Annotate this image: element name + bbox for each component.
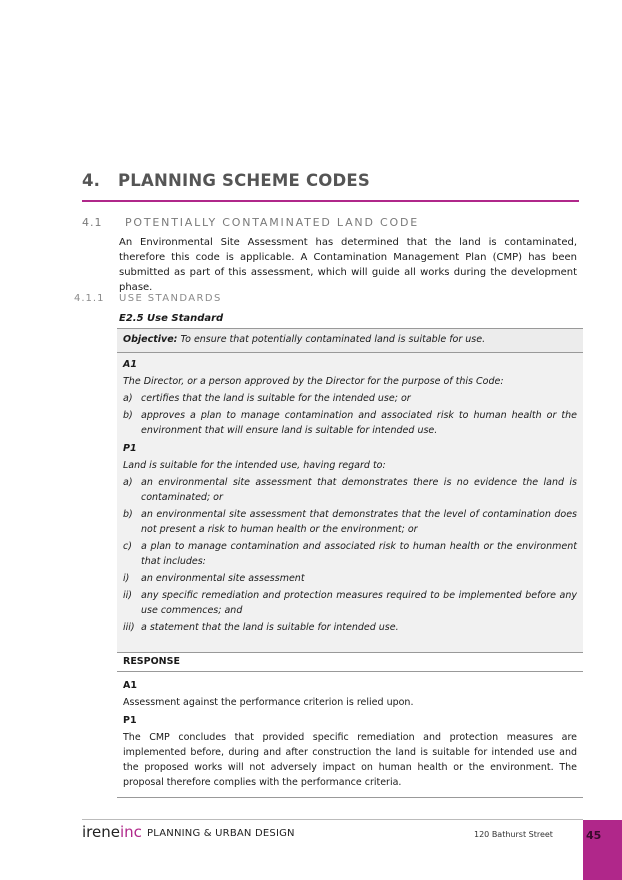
list-text: an environmental site assessment that demonstrates there is no evidence the land is contaminated; or xyxy=(141,477,577,503)
list-text: approves a plan to manage contamination and associated risk to human health or the environment that will ensure land is suitable for intended use. xyxy=(141,410,577,436)
a1-label: A1 xyxy=(123,359,137,370)
logo-main: irene xyxy=(82,823,120,841)
p1-item xyxy=(123,620,577,635)
company-logo xyxy=(82,823,142,841)
a1-intro: The Director, or a person approved by the Director for the purpose of this Code: xyxy=(123,376,504,387)
objective-text: To ensure that potentially contaminated land is suitable for use. xyxy=(180,334,486,345)
list-marker: i) xyxy=(123,573,130,584)
footer-address: 120 Bathurst Street xyxy=(474,830,553,839)
subsection-intro: An Environmental Site Assessment has determined that the land is contaminated, therefore this code is applicable. A Contamination Management Plan (CMP) has been submitted as part of this assessment, which will guide all works during the development phase. xyxy=(119,237,577,293)
list-marker: ii) xyxy=(123,590,132,601)
response-heading: RESPONSE xyxy=(117,653,583,672)
response-p1-label: P1 xyxy=(123,715,137,726)
section-divider xyxy=(82,200,579,202)
subsection-title: POTENTIALLY CONTAMINATED LAND CODE xyxy=(125,216,419,229)
subsubsection-title: USE STANDARDS xyxy=(119,293,222,304)
list-text: certifies that the land is suitable for the intended use; or xyxy=(141,393,411,404)
list-marker: b) xyxy=(123,509,133,520)
section-heading xyxy=(82,171,370,190)
subsection-number: 4.1 xyxy=(82,216,103,229)
p1-intro: Land is suitable for the intended use, having regard to: xyxy=(123,460,386,471)
objective-label: Objective: xyxy=(123,334,178,345)
p1-item xyxy=(123,539,577,569)
section-title: PLANNING SCHEME CODES xyxy=(118,171,370,190)
section-number: 4. xyxy=(82,171,101,190)
list-text: a statement that the land is suitable for intended use. xyxy=(141,622,399,633)
standard-heading: E2.5 Use Standard xyxy=(119,313,224,324)
use-standard-table xyxy=(117,328,583,798)
list-marker: iii) xyxy=(123,622,135,633)
page-number: 45 xyxy=(586,829,602,842)
list-text: an environmental site assessment xyxy=(141,573,305,584)
response-p1-text: The CMP concludes that provided specific remediation and protection measures are implemented before, during and after construction the land is suitable for intended use and the proposed works will not adversely impact on human health or the environment. The proposal therefore complies with the performance criteria. xyxy=(123,732,577,788)
list-text: any specific remediation and protection measures required to be implemented before any use commences; and xyxy=(141,590,577,616)
p1-item xyxy=(123,507,577,537)
footer-divider xyxy=(82,819,583,820)
footer-tagline: PLANNING & URBAN DESIGN xyxy=(147,828,295,839)
list-marker: b) xyxy=(123,410,133,421)
subsubsection-number: 4.1.1 xyxy=(74,293,105,304)
a1-item xyxy=(123,391,577,406)
subsubsection-heading xyxy=(74,293,222,304)
response-a1-label: A1 xyxy=(123,680,137,691)
list-marker: a) xyxy=(123,477,133,488)
list-marker: a) xyxy=(123,393,133,404)
p1-item xyxy=(123,588,577,618)
a1-item xyxy=(123,408,577,438)
list-text: a plan to manage contamination and associated risk to human health or the environment that includes: xyxy=(141,541,577,567)
list-marker: c) xyxy=(123,541,132,552)
list-text: an environmental site assessment that demonstrates that the level of contamination does not present a risk to human health or the environment; or xyxy=(141,509,577,535)
subsection-heading xyxy=(82,216,419,229)
response-a1-text: Assessment against the performance criterion is relied upon. xyxy=(123,697,414,708)
p1-label: P1 xyxy=(123,443,137,454)
objective-row xyxy=(117,328,583,353)
criteria-box xyxy=(117,353,583,653)
logo-accent: inc xyxy=(119,823,142,841)
p1-item xyxy=(123,571,577,586)
p1-item xyxy=(123,475,577,505)
response-body xyxy=(117,672,583,798)
